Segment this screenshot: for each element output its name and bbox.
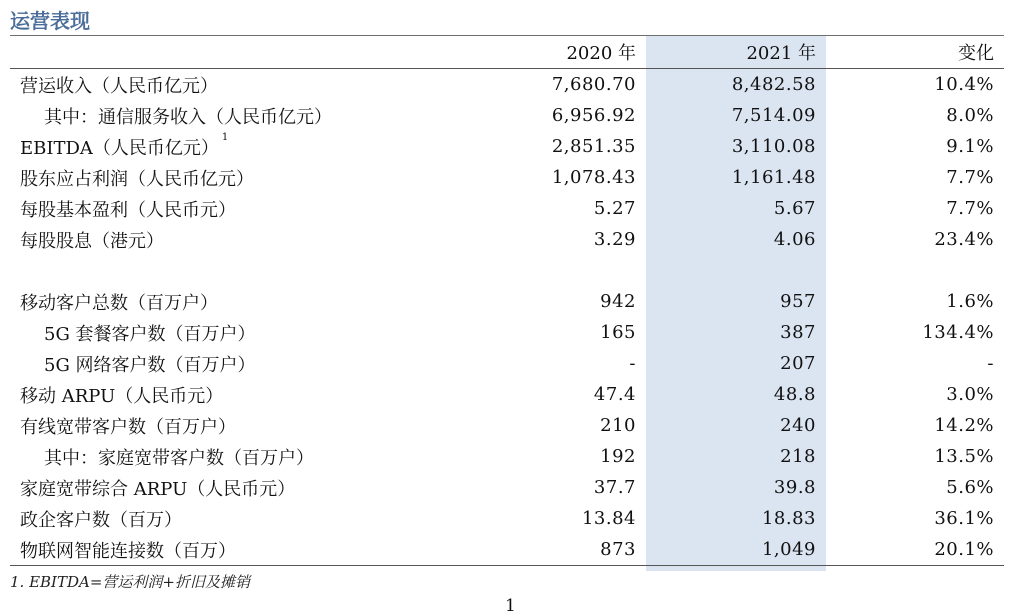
table-row [10, 224, 1004, 255]
value-change: 20.1% [826, 534, 1004, 566]
footnote: 1. EBITDA=营运利润+折旧及摊销 [10, 573, 250, 591]
value-2021: 3,110.08 [731, 136, 816, 157]
value-2020: 2,851.35 [551, 136, 636, 157]
table-row [10, 286, 1004, 317]
value-change: 7.7% [946, 167, 994, 188]
value-change: - [987, 353, 994, 374]
row-label: 政企客户数（百万） [20, 509, 182, 531]
table-row [10, 69, 1004, 101]
table-row [10, 100, 1004, 131]
value-change: 9.1% [946, 136, 994, 157]
value-change: 36.1% [934, 508, 994, 529]
row-label-cell [10, 131, 466, 162]
value-2021: 957 [780, 291, 816, 312]
value-2021: 240 [780, 415, 816, 436]
value-change: 13.5% [934, 446, 994, 467]
table-row [10, 193, 1004, 224]
value-change: 8.0% [946, 105, 994, 126]
spacer-row [10, 255, 1004, 286]
header-change: 变化 [826, 36, 1004, 69]
table-row [10, 162, 1004, 193]
table-row [10, 472, 1004, 503]
header-label-cell [10, 36, 466, 69]
table-header-row [10, 36, 1004, 69]
footnote-marker: 1 [221, 131, 229, 143]
table-row [10, 503, 1004, 534]
value-change: 14.2% [934, 415, 994, 436]
value-2020: 165 [600, 322, 636, 343]
value-2020: 37.7 [593, 477, 636, 498]
value-2020: 3.29 [593, 229, 636, 250]
row-label: 其中：家庭宽带客户数（百万户） [44, 447, 314, 469]
table-row [10, 410, 1004, 441]
header-2020: 2020 年 [466, 36, 646, 69]
value-2020: 6,956.92 [551, 105, 636, 126]
value-2021: 1,049 [646, 534, 826, 566]
value-2020: 1,078.43 [551, 167, 636, 188]
row-label: EBITDA（人民币亿元） [20, 137, 219, 159]
table-row [10, 379, 1004, 410]
value-2021: 48.8 [773, 384, 816, 405]
value-2021: 387 [780, 322, 816, 343]
value-change: 7.7% [946, 198, 994, 219]
header-2021: 2021 年 [646, 36, 826, 69]
value-2020: 47.4 [593, 384, 636, 405]
value-2020: 7,680.70 [551, 74, 636, 95]
row-label: 股东应占利润（人民币亿元） [20, 168, 254, 190]
value-2021: 1,161.48 [731, 167, 816, 188]
value-2021: 39.8 [773, 477, 816, 498]
table-row [10, 441, 1004, 472]
row-label: 每股股息（港元） [20, 230, 164, 252]
value-2020: 5.27 [593, 198, 636, 219]
row-label: 家庭宽带综合 ARPU（人民币元） [20, 478, 296, 500]
table-row [10, 348, 1004, 379]
value-2021: 7,514.09 [731, 105, 816, 126]
value-change: 5.6% [946, 477, 994, 498]
table-row [10, 131, 1004, 162]
row-label: 有线宽带客户数（百万户） [20, 416, 236, 438]
row-label: 其中：通信服务收入（人民币亿元） [44, 106, 332, 128]
table-row [10, 317, 1004, 348]
value-2021: 5.67 [773, 198, 816, 219]
value-2020: - [629, 353, 636, 374]
row-label: 营运收入（人民币亿元） [20, 75, 218, 97]
row-label: 每股基本盈利（人民币元） [20, 199, 236, 221]
row-label: 移动 ARPU（人民币元） [20, 385, 224, 407]
row-label: 5G 套餐客户数（百万户） [44, 323, 256, 345]
value-2021: 4.06 [773, 229, 816, 250]
value-change: 1.6% [946, 291, 994, 312]
value-change: 10.4% [934, 74, 994, 95]
value-2020: 13.84 [581, 508, 636, 529]
value-2020: 192 [600, 446, 636, 467]
value-2020: 873 [466, 534, 646, 566]
table-row [10, 534, 1004, 566]
row-label: 物联网智能连接数（百万） [10, 534, 466, 566]
row-label: 5G 网络客户数（百万户） [44, 354, 256, 376]
page-number: 1 [505, 596, 516, 616]
value-2021: 207 [780, 353, 816, 374]
value-change: 3.0% [946, 384, 994, 405]
value-change: 23.4% [934, 229, 994, 250]
value-2021: 218 [780, 446, 816, 467]
performance-table [10, 36, 1004, 566]
value-2021: 18.83 [761, 508, 816, 529]
value-2020: 942 [600, 291, 636, 312]
value-2021: 8,482.58 [731, 74, 816, 95]
value-change: 134.4% [922, 322, 994, 343]
value-2020: 210 [600, 415, 636, 436]
section-title: 运营表现 [10, 9, 90, 33]
row-label: 移动客户总数（百万户） [20, 292, 218, 314]
